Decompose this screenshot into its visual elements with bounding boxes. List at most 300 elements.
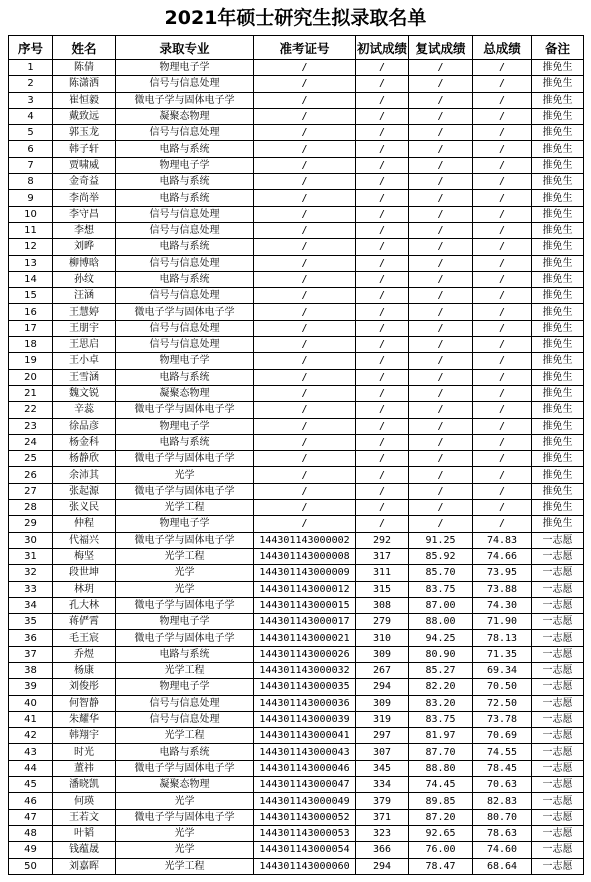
table-row xyxy=(9,418,584,434)
table-row xyxy=(9,451,584,467)
cell-total-score: / xyxy=(473,76,532,92)
cell-name: 刘嘉晖 xyxy=(53,858,116,874)
cell-index: 10 xyxy=(9,206,53,222)
cell-exam-id: / xyxy=(254,239,356,255)
cell-retest-score: 76.00 xyxy=(409,842,473,858)
cell-initial-score: / xyxy=(356,451,409,467)
table-row xyxy=(9,190,584,206)
table-row xyxy=(9,320,584,336)
cell-initial-score: 279 xyxy=(356,614,409,630)
cell-major: 微电子学与固体电子学 xyxy=(116,532,254,548)
cell-initial-score: / xyxy=(356,337,409,353)
cell-index: 7 xyxy=(9,157,53,173)
cell-retest-score: / xyxy=(409,353,473,369)
cell-remark: 推免生 xyxy=(532,222,584,238)
cell-remark: 一志愿 xyxy=(532,695,584,711)
cell-index: 35 xyxy=(9,614,53,630)
cell-name: 崔恒毅 xyxy=(53,92,116,108)
cell-exam-id: / xyxy=(254,255,356,271)
cell-major: 物理电子学 xyxy=(116,157,254,173)
table-row xyxy=(9,222,584,238)
cell-retest-score: 91.25 xyxy=(409,532,473,548)
cell-index: 43 xyxy=(9,744,53,760)
table-row xyxy=(9,760,584,776)
cell-name: 杨康 xyxy=(53,662,116,678)
table-row xyxy=(9,467,584,483)
cell-index: 9 xyxy=(9,190,53,206)
cell-exam-id: 144301143000021 xyxy=(254,630,356,646)
cell-exam-id: / xyxy=(254,206,356,222)
cell-major: 物理电子学 xyxy=(116,516,254,532)
cell-initial-score: 309 xyxy=(356,695,409,711)
cell-index: 5 xyxy=(9,125,53,141)
table-row xyxy=(9,353,584,369)
cell-total-score: 71.90 xyxy=(473,614,532,630)
cell-remark: 一志愿 xyxy=(532,858,584,874)
cell-name: 戴致远 xyxy=(53,108,116,124)
table-row xyxy=(9,842,584,858)
cell-exam-id: / xyxy=(254,337,356,353)
cell-index: 46 xyxy=(9,793,53,809)
cell-major: 光学工程 xyxy=(116,858,254,874)
cell-remark: 推免生 xyxy=(532,304,584,320)
cell-retest-score: / xyxy=(409,190,473,206)
cell-retest-score: / xyxy=(409,108,473,124)
cell-initial-score: 371 xyxy=(356,809,409,825)
cell-initial-score: 309 xyxy=(356,646,409,662)
cell-total-score: / xyxy=(473,418,532,434)
cell-remark: 一志愿 xyxy=(532,809,584,825)
cell-exam-id: / xyxy=(254,369,356,385)
cell-index: 45 xyxy=(9,777,53,793)
cell-name: 张义民 xyxy=(53,500,116,516)
cell-retest-score: 83.20 xyxy=(409,695,473,711)
cell-index: 4 xyxy=(9,108,53,124)
cell-initial-score: / xyxy=(356,271,409,287)
page-title: 2021年硕士研究生拟录取名单 xyxy=(164,7,427,29)
cell-index: 11 xyxy=(9,222,53,238)
cell-total-score: / xyxy=(473,222,532,238)
cell-retest-score: / xyxy=(409,206,473,222)
cell-initial-score: / xyxy=(356,174,409,190)
cell-exam-id: / xyxy=(254,92,356,108)
cell-exam-id: / xyxy=(254,190,356,206)
cell-retest-score: / xyxy=(409,222,473,238)
cell-major: 信号与信息处理 xyxy=(116,222,254,238)
cell-exam-id: / xyxy=(254,516,356,532)
cell-major: 信号与信息处理 xyxy=(116,695,254,711)
cell-name: 郭玉龙 xyxy=(53,125,116,141)
cell-retest-score: / xyxy=(409,174,473,190)
cell-name: 叶韬 xyxy=(53,825,116,841)
cell-retest-score: 87.20 xyxy=(409,809,473,825)
cell-remark: 推免生 xyxy=(532,288,584,304)
cell-remark: 推免生 xyxy=(532,402,584,418)
cell-major: 微电子学与固体电子学 xyxy=(116,92,254,108)
cell-retest-score: / xyxy=(409,500,473,516)
table-row xyxy=(9,255,584,271)
header-major: 录取专业 xyxy=(116,36,254,60)
cell-index: 21 xyxy=(9,385,53,401)
cell-initial-score: / xyxy=(356,222,409,238)
cell-remark: 推免生 xyxy=(532,141,584,157)
cell-major: 信号与信息处理 xyxy=(116,206,254,222)
table-row xyxy=(9,679,584,695)
cell-total-score: / xyxy=(473,516,532,532)
cell-remark: 推免生 xyxy=(532,483,584,499)
table-row xyxy=(9,662,584,678)
cell-remark: 一志愿 xyxy=(532,777,584,793)
cell-exam-id: / xyxy=(254,76,356,92)
cell-exam-id: / xyxy=(254,385,356,401)
cell-exam-id: / xyxy=(254,288,356,304)
cell-index: 25 xyxy=(9,451,53,467)
cell-initial-score: 294 xyxy=(356,679,409,695)
cell-initial-score: / xyxy=(356,125,409,141)
cell-name: 董祎 xyxy=(53,760,116,776)
cell-total-score: / xyxy=(473,190,532,206)
cell-total-score: / xyxy=(473,483,532,499)
cell-major: 物理电子学 xyxy=(116,60,254,76)
cell-retest-score: / xyxy=(409,467,473,483)
cell-major: 微电子学与固体电子学 xyxy=(116,760,254,776)
cell-exam-id: / xyxy=(254,304,356,320)
cell-index: 22 xyxy=(9,402,53,418)
cell-initial-score: / xyxy=(356,353,409,369)
cell-retest-score: 89.85 xyxy=(409,793,473,809)
cell-retest-score: / xyxy=(409,369,473,385)
cell-total-score: / xyxy=(473,125,532,141)
cell-exam-id: / xyxy=(254,141,356,157)
cell-initial-score: 317 xyxy=(356,548,409,564)
cell-name: 李尚举 xyxy=(53,190,116,206)
cell-initial-score: / xyxy=(356,60,409,76)
cell-retest-score: / xyxy=(409,418,473,434)
cell-retest-score: 85.70 xyxy=(409,565,473,581)
table-row xyxy=(9,809,584,825)
cell-initial-score: / xyxy=(356,304,409,320)
cell-retest-score: / xyxy=(409,141,473,157)
cell-initial-score: / xyxy=(356,500,409,516)
cell-retest-score: 80.90 xyxy=(409,646,473,662)
cell-major: 光学工程 xyxy=(116,500,254,516)
cell-total-score: / xyxy=(473,337,532,353)
table-row xyxy=(9,597,584,613)
cell-remark: 推免生 xyxy=(532,434,584,450)
cell-index: 39 xyxy=(9,679,53,695)
cell-name: 王思启 xyxy=(53,337,116,353)
cell-total-score: / xyxy=(473,353,532,369)
cell-major: 微电子学与固体电子学 xyxy=(116,402,254,418)
cell-retest-score: 92.65 xyxy=(409,825,473,841)
cell-initial-score: 311 xyxy=(356,565,409,581)
cell-index: 26 xyxy=(9,467,53,483)
cell-initial-score: / xyxy=(356,402,409,418)
table-row xyxy=(9,581,584,597)
cell-major: 光学 xyxy=(116,565,254,581)
cell-total-score: 74.55 xyxy=(473,744,532,760)
cell-retest-score: / xyxy=(409,385,473,401)
cell-initial-score: 310 xyxy=(356,630,409,646)
cell-initial-score: 379 xyxy=(356,793,409,809)
cell-retest-score: 88.80 xyxy=(409,760,473,776)
cell-retest-score: / xyxy=(409,76,473,92)
cell-remark: 推免生 xyxy=(532,190,584,206)
cell-total-score: 78.13 xyxy=(473,630,532,646)
cell-index: 29 xyxy=(9,516,53,532)
cell-name: 孔大林 xyxy=(53,597,116,613)
cell-major: 微电子学与固体电子学 xyxy=(116,483,254,499)
cell-retest-score: / xyxy=(409,320,473,336)
cell-exam-id: 144301143000008 xyxy=(254,548,356,564)
cell-remark: 推免生 xyxy=(532,320,584,336)
cell-name: 李想 xyxy=(53,222,116,238)
table-row xyxy=(9,157,584,173)
table-row xyxy=(9,271,584,287)
cell-major: 电路与系统 xyxy=(116,141,254,157)
cell-major: 光学工程 xyxy=(116,548,254,564)
header-initial-score: 初试成绩 xyxy=(356,36,409,60)
cell-name: 杨静欣 xyxy=(53,451,116,467)
cell-remark: 一志愿 xyxy=(532,614,584,630)
cell-name: 仲程 xyxy=(53,516,116,532)
table-row xyxy=(9,565,584,581)
cell-remark: 一志愿 xyxy=(532,842,584,858)
cell-total-score: 73.78 xyxy=(473,711,532,727)
cell-exam-id: 144301143000026 xyxy=(254,646,356,662)
cell-index: 24 xyxy=(9,434,53,450)
cell-exam-id: / xyxy=(254,271,356,287)
cell-initial-score: / xyxy=(356,255,409,271)
cell-exam-id: 144301143000009 xyxy=(254,565,356,581)
header-name: 姓名 xyxy=(53,36,116,60)
cell-total-score: 74.60 xyxy=(473,842,532,858)
cell-remark: 一志愿 xyxy=(532,679,584,695)
cell-total-score: / xyxy=(473,369,532,385)
table-row xyxy=(9,695,584,711)
table-row xyxy=(9,744,584,760)
cell-exam-id: 144301143000046 xyxy=(254,760,356,776)
table-row xyxy=(9,630,584,646)
cell-major: 信号与信息处理 xyxy=(116,288,254,304)
cell-index: 6 xyxy=(9,141,53,157)
cell-initial-score: / xyxy=(356,320,409,336)
cell-name: 梅坚 xyxy=(53,548,116,564)
cell-total-score: / xyxy=(473,467,532,483)
cell-name: 余沛其 xyxy=(53,467,116,483)
cell-remark: 推免生 xyxy=(532,239,584,255)
cell-retest-score: 94.25 xyxy=(409,630,473,646)
cell-remark: 推免生 xyxy=(532,174,584,190)
cell-total-score: / xyxy=(473,451,532,467)
table-row xyxy=(9,500,584,516)
cell-total-score: / xyxy=(473,206,532,222)
cell-remark: 推免生 xyxy=(532,369,584,385)
table-row xyxy=(9,858,584,874)
table-row xyxy=(9,483,584,499)
cell-name: 孙纹 xyxy=(53,271,116,287)
cell-remark: 推免生 xyxy=(532,385,584,401)
cell-remark: 推免生 xyxy=(532,337,584,353)
cell-index: 13 xyxy=(9,255,53,271)
cell-total-score: 70.50 xyxy=(473,679,532,695)
cell-major: 微电子学与固体电子学 xyxy=(116,597,254,613)
cell-retest-score: / xyxy=(409,157,473,173)
cell-remark: 推免生 xyxy=(532,451,584,467)
cell-index: 31 xyxy=(9,548,53,564)
cell-remark: 一志愿 xyxy=(532,565,584,581)
cell-exam-id: 144301143000012 xyxy=(254,581,356,597)
cell-total-score: 70.63 xyxy=(473,777,532,793)
cell-total-score: 82.83 xyxy=(473,793,532,809)
cell-total-score: 74.66 xyxy=(473,548,532,564)
cell-total-score: / xyxy=(473,92,532,108)
cell-major: 微电子学与固体电子学 xyxy=(116,630,254,646)
cell-initial-score: / xyxy=(356,92,409,108)
cell-initial-score: / xyxy=(356,434,409,450)
cell-major: 电路与系统 xyxy=(116,190,254,206)
table-row xyxy=(9,434,584,450)
cell-retest-score: 78.47 xyxy=(409,858,473,874)
cell-total-score: 80.70 xyxy=(473,809,532,825)
cell-index: 37 xyxy=(9,646,53,662)
cell-remark: 一志愿 xyxy=(532,744,584,760)
cell-remark: 推免生 xyxy=(532,60,584,76)
cell-index: 42 xyxy=(9,728,53,744)
cell-name: 潘晓凯 xyxy=(53,777,116,793)
cell-total-score: / xyxy=(473,500,532,516)
cell-remark: 一志愿 xyxy=(532,793,584,809)
cell-retest-score: 85.92 xyxy=(409,548,473,564)
cell-remark: 一志愿 xyxy=(532,581,584,597)
table-row xyxy=(9,60,584,76)
cell-index: 1 xyxy=(9,60,53,76)
cell-index: 2 xyxy=(9,76,53,92)
table-row xyxy=(9,516,584,532)
table-row xyxy=(9,548,584,564)
cell-exam-id: 144301143000017 xyxy=(254,614,356,630)
cell-exam-id: / xyxy=(254,320,356,336)
cell-major: 光学 xyxy=(116,825,254,841)
cell-retest-score: 82.20 xyxy=(409,679,473,695)
cell-name: 乔煜 xyxy=(53,646,116,662)
header-exam-id: 准考证号 xyxy=(254,36,356,60)
cell-major: 电路与系统 xyxy=(116,434,254,450)
cell-name: 时光 xyxy=(53,744,116,760)
cell-total-score: / xyxy=(473,402,532,418)
cell-remark: 推免生 xyxy=(532,255,584,271)
table-row xyxy=(9,108,584,124)
cell-major: 信号与信息处理 xyxy=(116,76,254,92)
cell-remark: 推免生 xyxy=(532,125,584,141)
cell-initial-score: 307 xyxy=(356,744,409,760)
header-total-score: 总成绩 xyxy=(473,36,532,60)
cell-name: 杨金科 xyxy=(53,434,116,450)
cell-index: 16 xyxy=(9,304,53,320)
cell-major: 电路与系统 xyxy=(116,239,254,255)
cell-remark: 一志愿 xyxy=(532,728,584,744)
cell-remark: 推免生 xyxy=(532,157,584,173)
cell-initial-score: 315 xyxy=(356,581,409,597)
cell-total-score: 73.95 xyxy=(473,565,532,581)
cell-index: 18 xyxy=(9,337,53,353)
cell-major: 信号与信息处理 xyxy=(116,320,254,336)
table-row xyxy=(9,711,584,727)
table-row xyxy=(9,206,584,222)
cell-retest-score: / xyxy=(409,402,473,418)
cell-retest-score: 74.45 xyxy=(409,777,473,793)
cell-name: 王小卓 xyxy=(53,353,116,369)
cell-name: 辛蕊 xyxy=(53,402,116,418)
cell-major: 电路与系统 xyxy=(116,744,254,760)
cell-total-score: 70.69 xyxy=(473,728,532,744)
table-row xyxy=(9,174,584,190)
cell-name: 刘晔 xyxy=(53,239,116,255)
table-row xyxy=(9,728,584,744)
cell-retest-score: / xyxy=(409,304,473,320)
cell-remark: 一志愿 xyxy=(532,630,584,646)
cell-retest-score: 85.27 xyxy=(409,662,473,678)
table-row xyxy=(9,76,584,92)
cell-initial-score: / xyxy=(356,141,409,157)
cell-exam-id: / xyxy=(254,467,356,483)
table-row xyxy=(9,532,584,548)
cell-total-score: / xyxy=(473,271,532,287)
cell-exam-id: 144301143000053 xyxy=(254,825,356,841)
cell-index: 50 xyxy=(9,858,53,874)
table-row xyxy=(9,125,584,141)
cell-name: 王雪涵 xyxy=(53,369,116,385)
cell-initial-score: 267 xyxy=(356,662,409,678)
cell-major: 物理电子学 xyxy=(116,353,254,369)
cell-major: 电路与系统 xyxy=(116,646,254,662)
cell-name: 代福兴 xyxy=(53,532,116,548)
cell-initial-score: 294 xyxy=(356,858,409,874)
cell-major: 电路与系统 xyxy=(116,174,254,190)
cell-remark: 一志愿 xyxy=(532,711,584,727)
cell-name: 何瑛 xyxy=(53,793,116,809)
cell-name: 张起源 xyxy=(53,483,116,499)
cell-exam-id: / xyxy=(254,108,356,124)
header-remark: 备注 xyxy=(532,36,584,60)
table-row xyxy=(9,92,584,108)
cell-major: 光学 xyxy=(116,842,254,858)
cell-major: 电路与系统 xyxy=(116,271,254,287)
table-row xyxy=(9,369,584,385)
cell-exam-id: 144301143000035 xyxy=(254,679,356,695)
cell-retest-score: / xyxy=(409,239,473,255)
cell-initial-score: / xyxy=(356,157,409,173)
table-row xyxy=(9,402,584,418)
cell-retest-score: / xyxy=(409,255,473,271)
cell-name: 贾啸威 xyxy=(53,157,116,173)
cell-index: 41 xyxy=(9,711,53,727)
cell-total-score: 71.35 xyxy=(473,646,532,662)
cell-exam-id: 144301143000052 xyxy=(254,809,356,825)
cell-initial-score: 308 xyxy=(356,597,409,613)
cell-major: 信号与信息处理 xyxy=(116,337,254,353)
cell-major: 凝聚态物理 xyxy=(116,777,254,793)
cell-total-score: / xyxy=(473,239,532,255)
cell-remark: 推免生 xyxy=(532,353,584,369)
cell-retest-score: / xyxy=(409,271,473,287)
cell-index: 30 xyxy=(9,532,53,548)
cell-total-score: 78.63 xyxy=(473,825,532,841)
table-row xyxy=(9,385,584,401)
cell-index: 14 xyxy=(9,271,53,287)
cell-total-score: / xyxy=(473,288,532,304)
cell-index: 32 xyxy=(9,565,53,581)
